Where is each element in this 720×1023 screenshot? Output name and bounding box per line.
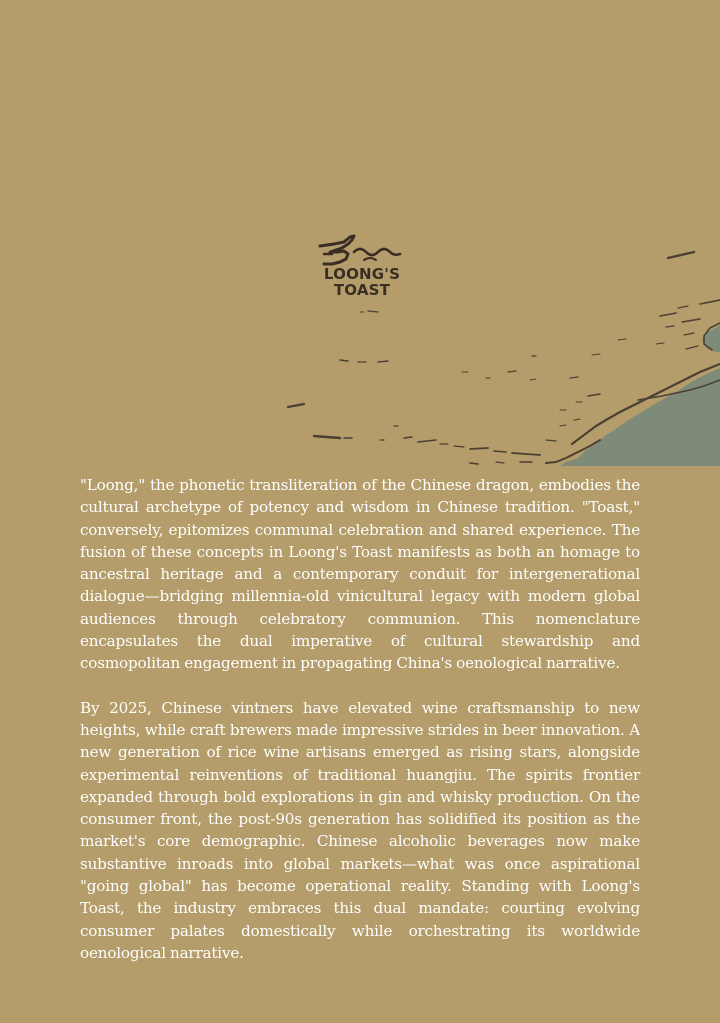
logo-line-1: LOONG'S bbox=[323, 265, 401, 283]
logo-line-2: TOAST bbox=[333, 281, 391, 299]
paragraph-name-meaning: "Loong," the phonetic transliteration of the Chinese dragon, embodies the cultural archetype of potency and wisdom in Chinese tradition. "Toast," conversely, epitomizes communal celebration and shared experience. The fusion of these concepts in Loong's Toast manifests as both an homage to ancestral heritage and a contemporary conduit for intergenerational dialogue—bridging millennia-old vinicultural legacy with modern global audiences through celebratory communion. This nomenclature encapsulates the dual imperative of cultural stewardship and cosmopolitan engagement in propagating China's oenological narrative. bbox=[80, 476, 640, 673]
dragon-icon bbox=[314, 232, 410, 268]
body-text bbox=[80, 474, 640, 964]
paragraph-industry-2025: By 2025, Chinese vintners have elevated wine craftsmanship to new heights, while craft brewers made impressive strides in beer innovation. A new generation of rice wine artisans emerged as rising stars, alongside experimental reinventions of traditional huangjiu. The spirits frontier expanded through bold explorations in gin and whisky production. On the consumer front, the post-90s generation has solidified its position as the market's core demographic. Chinese alcoholic beverages now make substantive inroads into global markets—what was once aspirational "going global" has become operational reality. Standing with Loong's Toast, the industry embraces this dual mandate: courting evolving consumer palates domestically while orchestrating its worldwide oenological narrative. bbox=[80, 698, 640, 962]
logo bbox=[314, 232, 410, 304]
ink-ridge bbox=[700, 300, 720, 304]
wash-landmass bbox=[560, 368, 720, 466]
